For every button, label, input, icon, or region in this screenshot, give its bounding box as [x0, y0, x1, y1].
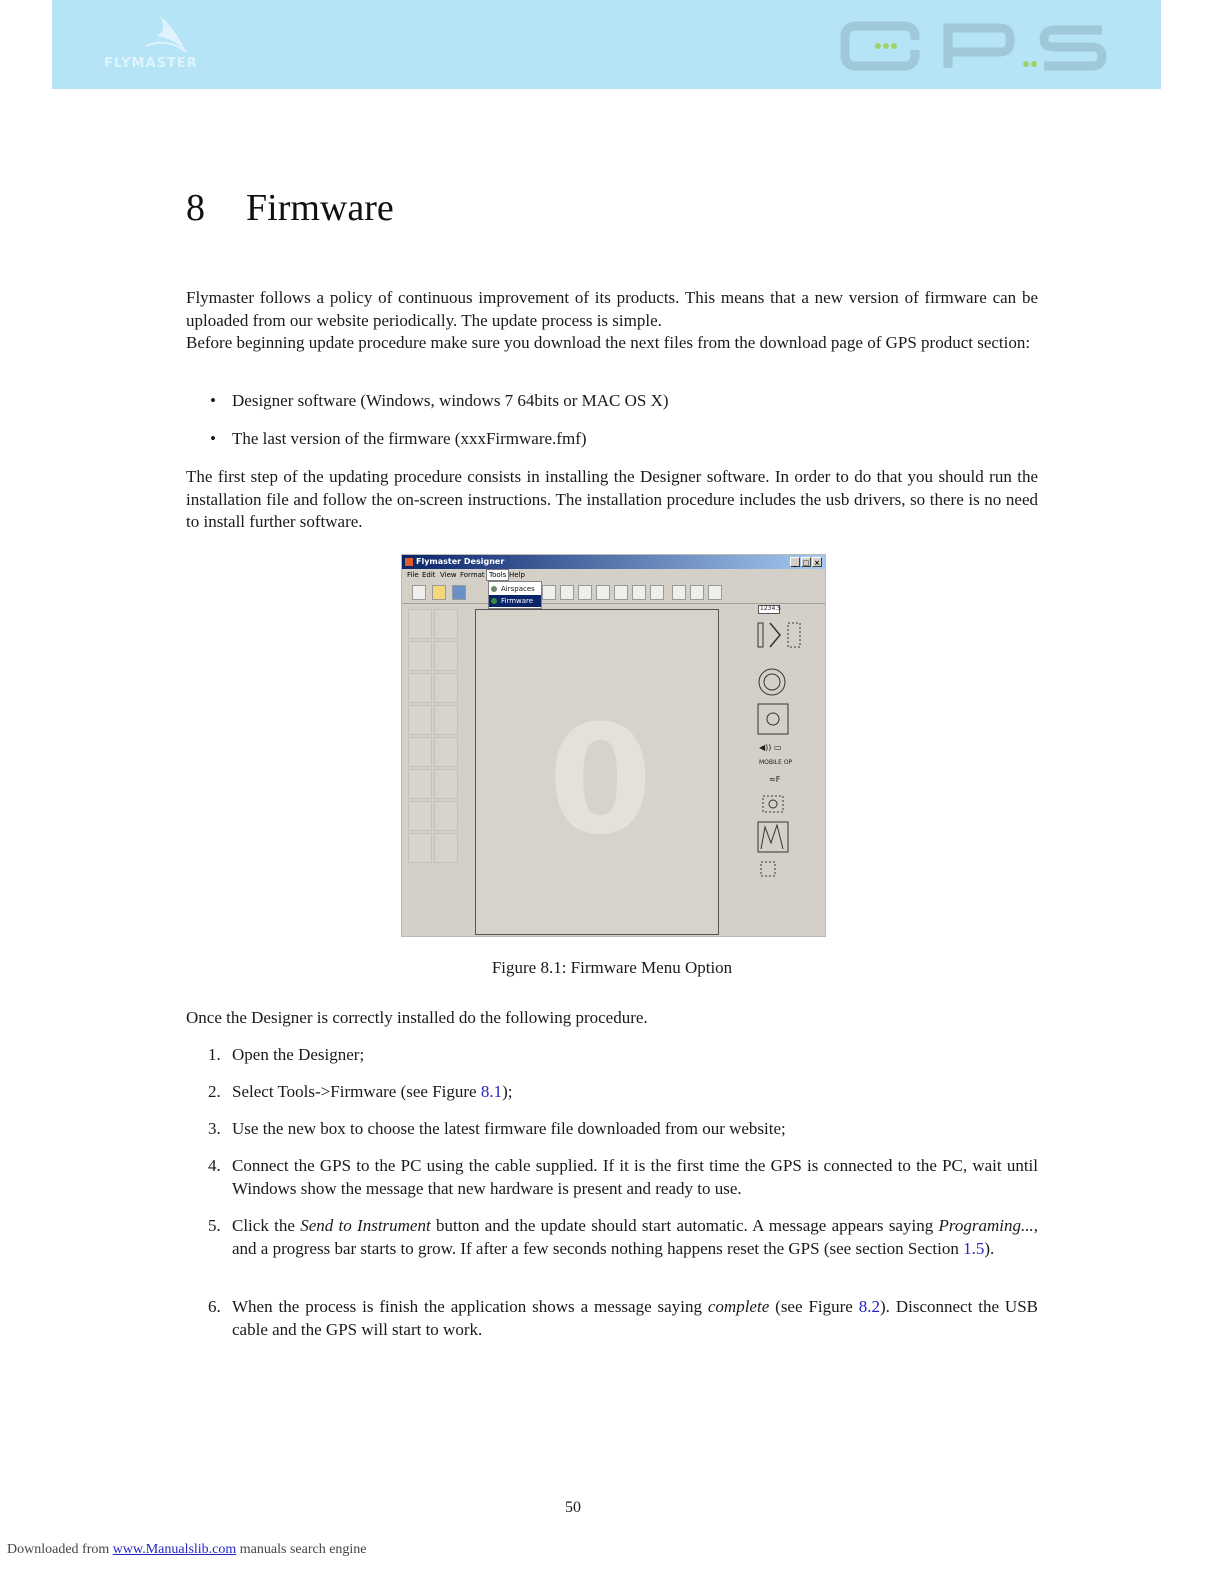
canvas-digit: 0	[548, 694, 653, 868]
airspaces-icon	[491, 586, 497, 592]
menu-format: Format	[460, 571, 485, 579]
justify-icon	[672, 585, 686, 600]
figure-caption: Figure 8.1: Firmware Menu Option	[491, 958, 733, 977]
intro-paragraph-1: Flymaster follows a policy of continuous improvement of its products. This means that a new version of firmware can be uploaded from our website periodically. The update process is simple.	[186, 288, 1038, 330]
bullet-icon: •	[210, 429, 216, 448]
gps-logo-icon	[840, 20, 1110, 72]
page-number: 50	[565, 1499, 581, 1516]
gear-icon	[760, 861, 776, 877]
intro-paragraph-2: Before beginning update procedure make sure you download the next files from the download page of GPS product section:	[186, 333, 1031, 352]
vario-bars-icon	[756, 621, 806, 653]
new-icon	[412, 585, 426, 600]
dropdown-item-firmware: Firmware	[489, 595, 541, 607]
figure-reference-link[interactable]: 8.1	[480, 1082, 503, 1101]
chapter-title-text: Firmware	[246, 187, 394, 229]
toolbar	[402, 581, 825, 604]
numeric-widget: 1234.5	[760, 605, 781, 612]
graph-widget-icon	[757, 821, 789, 853]
footer	[7, 1542, 367, 1558]
step-1: 1. Open the Designer;	[208, 1045, 365, 1064]
waypoint-icon	[762, 795, 784, 813]
wind-icon: ≈F	[769, 775, 781, 784]
install-paragraph: The first step of the updating procedure consists in installing the Designer software. In order to do that you should run the installation file and follow the on-screen instructions. The installation procedure includes the usb drivers, so there is no need to install further software.	[186, 467, 1038, 531]
open-folder-icon	[432, 585, 446, 600]
menu-bar	[402, 569, 825, 581]
list-item-text: The last version of the firmware (xxxFirmware.fmf)	[232, 429, 587, 448]
align-icon	[578, 585, 592, 600]
minimize-icon: _	[790, 557, 800, 567]
maximize-icon: □	[802, 559, 810, 567]
procedure-intro: Once the Designer is correctly installed do the following procedure.	[186, 1008, 648, 1027]
list-item-text: Designer software (Windows, windows 7 64bits or MAC OS X)	[232, 391, 669, 410]
tools-dropdown	[488, 581, 542, 609]
dropdown-item-airspaces: Airspaces	[489, 583, 541, 595]
designer-screenshot	[401, 554, 826, 937]
menu-file: File	[407, 571, 419, 579]
align-icon	[632, 585, 646, 600]
compass-icon	[757, 667, 787, 697]
list-item	[210, 391, 669, 411]
map-widget-icon	[757, 703, 789, 735]
justify-icon	[708, 585, 722, 600]
widget-palette	[408, 609, 462, 869]
firmware-icon	[491, 598, 497, 604]
justify-icon	[690, 585, 704, 600]
step-6: 6. When the process is finish the application shows a message saying complete (see Figure 8.2). Disconnect the USB cable and the GPS will start to work.	[208, 1297, 1038, 1339]
chapter-number: 8	[186, 187, 205, 229]
manualslib-link[interactable]: www.Manualslib.com	[112, 1542, 237, 1557]
list-item	[210, 429, 587, 449]
step-2: 2. Select Tools->Firmware (see Figure 8.1);	[208, 1082, 513, 1101]
figure-reference-link[interactable]: 8.2	[858, 1297, 880, 1316]
menu-edit: Edit	[422, 571, 436, 579]
brand-name: FLYMASTER	[104, 56, 198, 71]
bullet-icon: •	[210, 391, 216, 410]
step-3: 3. Use the new box to choose the latest firmware file downloaded from our website;	[208, 1119, 786, 1138]
window-title-bar	[402, 555, 825, 569]
close-icon: ×	[812, 557, 822, 567]
menu-help: Help	[509, 571, 525, 579]
footer-prefix: Downloaded from	[7, 1542, 110, 1557]
app-icon	[405, 558, 413, 566]
footer-suffix: manuals search engine	[239, 1542, 367, 1557]
network-label: MOBILE OP	[759, 759, 793, 766]
align-icon	[650, 585, 664, 600]
step-4: 4. Connect the GPS to the PC using the cable supplied. If it is the first time the GPS is connected to the PC, wait until Windows show the message that new hardware is present and ready to use.	[208, 1156, 1038, 1198]
align-icon	[560, 585, 574, 600]
align-icon	[614, 585, 628, 600]
sound-battery-icon: ◀)) ▭	[759, 743, 782, 752]
save-icon	[452, 585, 466, 600]
design-canvas	[475, 609, 719, 935]
step-5: 5. Click the Send to Instrument button and the update should start automatic. A message appears saying Programing..., and a progress bar starts to grow. If after a few seconds nothing happens reset the GPS (see section Section 1.5).	[208, 1216, 1038, 1258]
window-title: Flymaster Designer	[416, 557, 505, 566]
section-reference-link[interactable]: 1.5	[963, 1238, 985, 1258]
align-icon	[596, 585, 610, 600]
align-icon	[542, 585, 556, 600]
menu-tools: Tools	[486, 569, 509, 581]
menu-view: View	[440, 571, 457, 579]
chapter-title	[186, 186, 394, 230]
